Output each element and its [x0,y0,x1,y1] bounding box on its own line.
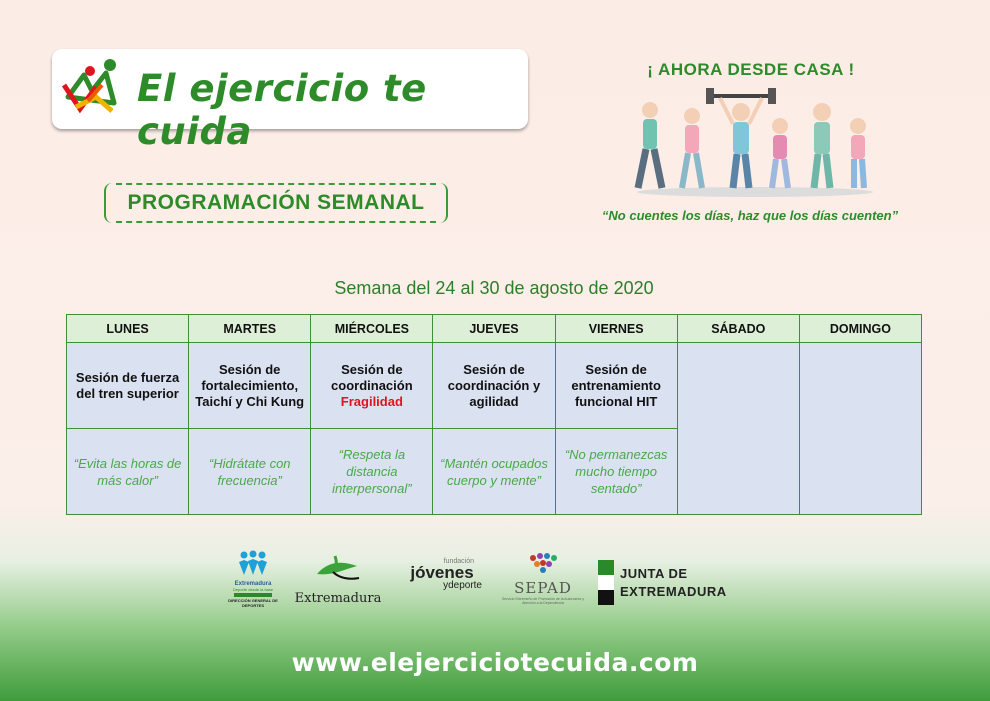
motto-text: “No cuentes los días, haz que los días cuenten” [601,208,899,223]
promo-headline: ¡ AHORA DESDE CASA ! [647,60,855,79]
empty-day-cell [799,343,921,515]
day-header: VIERNES [555,315,677,343]
app-title: El ejercicio te cuida [137,67,427,153]
day-header: MARTES [189,315,311,343]
sepad-mark-icon [523,552,563,574]
people-icon [236,550,270,576]
session-cell: Sesión de coordinación Fragilidad [311,343,433,429]
extremadura-deporte-logo: Extremadura Deporte desde la base DIRECCIÓN GENERAL DE DEPORTES [228,550,278,608]
empty-day-cell [677,343,799,515]
session-highlight: Fragilidad [340,393,403,409]
website-url[interactable]: www.elejerciciotecuida.com [291,648,699,677]
session-cell: Sesión de fuerza del tren superior [67,343,189,429]
program-label: PROGRAMACIÓN SEMANAL [127,191,425,214]
session-cell: Sesión de entrenamiento funcional HIT [555,343,677,429]
tip-cell: “Hidrátate con frecuencia” [189,429,311,515]
day-header: MIÉRCOLES [311,315,433,343]
logo-icon [62,57,124,119]
tip-cell: “Mantén ocupados cuerpo y mente” [433,429,555,515]
sponsor-logos: Extremadura Deporte desde la base DIRECCIÓN GENERAL DE DEPORTES Extremadura fundación jóvenes ydeporte SEPAD Servicio Extremeño de Promoción de la Autonomía y Atención a la Dependencia JUNTA DE EXTREMADURA [228,546,728,616]
tip-cell: “No permanezcas mucho tiempo sentado” [555,429,677,515]
tip-cell: “Evita las horas de más calor” [67,429,189,515]
table-header-row [67,315,922,343]
day-header: JUEVES [433,315,555,343]
week-title: Semana del 24 al 30 de agosto de 2020 [334,278,654,298]
session-cell: Sesión de coordinación y agilidad [433,343,555,429]
program-badge [104,183,448,223]
tip-cell: “Respeta la distancia interpersonal” [311,429,433,515]
day-header: DOMINGO [799,315,921,343]
day-header: LUNES [67,315,189,343]
stork-icon [313,552,363,586]
weekly-schedule-table [66,314,922,515]
extremadura-logo: Extremadura [288,552,388,606]
jovenes-y-deporte-logo: fundación jóvenes ydeporte [410,558,482,591]
seniors-exercising-illustration [630,88,880,200]
session-cell: Sesión de fortalecimiento, Taichí y Chi Kung [189,343,311,429]
day-header: SÁBADO [677,315,799,343]
sessions-row [67,343,922,429]
sepad-logo: SEPAD Servicio Extremeño de Promoción de la Autonomía y Atención a la Dependencia [498,552,588,605]
logo-banner [52,49,528,153]
